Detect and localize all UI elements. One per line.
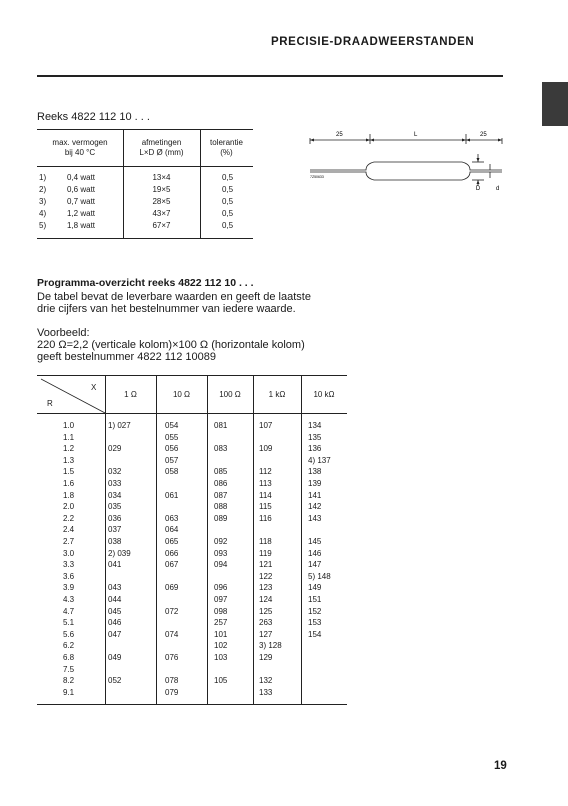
order-number: 098 [214, 606, 228, 616]
order-number: 152 [308, 606, 322, 616]
r-value: 8.2 [63, 676, 75, 686]
order-number: 154 [308, 629, 322, 639]
r-value: 5.1 [63, 618, 75, 628]
order-number: 121 [259, 560, 273, 570]
order-number: 114 [259, 490, 272, 500]
order-number: 074 [165, 629, 179, 639]
order-number: 153 [308, 618, 322, 628]
r-value: 2.4 [63, 525, 75, 535]
order-number: 129 [259, 653, 273, 662]
order-number: 103 [214, 653, 228, 662]
power-value: 0,4 watt [67, 173, 96, 182]
order-number: 055 [165, 432, 179, 442]
order-number: 139 [308, 479, 322, 488]
power-value: 1,2 watt [67, 209, 96, 218]
diagram-code: 7Z50633 [310, 175, 324, 179]
r-value: 1.5 [63, 467, 75, 477]
order-number: 105 [214, 676, 228, 686]
order-number: 093 [214, 548, 228, 558]
order-number: 138 [308, 467, 322, 477]
reeks-table [37, 129, 253, 239]
r-value: 9.1 [63, 687, 75, 697]
order-number: 037 [108, 525, 122, 535]
r-value: 1.3 [63, 455, 75, 465]
r-value: 1.6 [63, 479, 75, 488]
order-number: 5) 148 [308, 571, 331, 581]
order-number: 136 [308, 444, 322, 454]
order-number: 092 [214, 537, 228, 546]
order-number: 118 [259, 537, 272, 546]
order-number: 257 [214, 618, 228, 628]
order-number: 045 [108, 606, 122, 616]
r-value: 2.7 [63, 537, 75, 546]
order-number: 102 [214, 641, 228, 651]
r-value: 3.0 [63, 548, 75, 558]
order-number: 047 [108, 629, 122, 639]
order-number: 065 [165, 537, 179, 546]
table-rule [37, 166, 253, 167]
programma-description [37, 291, 377, 315]
order-number: 113 [259, 479, 272, 488]
column-divider [105, 375, 106, 705]
order-number: 049 [108, 653, 122, 662]
dimension-value: 13×4 [152, 173, 171, 182]
row-number: 3) [39, 197, 47, 206]
r-value: 2.0 [63, 502, 75, 512]
order-number: 067 [165, 560, 179, 570]
column-divider [156, 375, 157, 705]
order-number: 056 [165, 444, 179, 454]
power-value: 1,8 watt [67, 221, 96, 230]
order-number: 115 [259, 502, 272, 512]
order-number: 132 [259, 676, 273, 686]
description-line-2: drie cijfers van het bestelnummer van iedere waarde. [37, 303, 296, 315]
order-number: 033 [108, 479, 122, 488]
order-number: 116 [259, 513, 272, 523]
power-value: 0,6 watt [67, 185, 96, 194]
example-line-2: geeft bestelnummer 4822 112 10089 [37, 351, 216, 363]
order-number: 054 [165, 421, 179, 430]
order-number: 066 [165, 548, 179, 558]
order-number: 094 [214, 560, 228, 570]
dimension-value: 43×7 [152, 209, 171, 218]
order-number: 078 [165, 676, 179, 686]
order-number: 124 [259, 595, 273, 604]
order-number: 072 [165, 606, 179, 616]
corner-r-label: R [47, 399, 53, 408]
column-header: 10 kΩ [313, 390, 335, 399]
example-label: Voorbeeld: [37, 327, 90, 339]
order-number: 052 [108, 676, 122, 686]
order-number: 101 [214, 629, 228, 639]
page-number: 19 [494, 760, 507, 772]
order-number: 145 [308, 537, 322, 546]
order-number: 083 [214, 444, 228, 454]
order-number: 134 [308, 421, 322, 430]
header-rule [37, 75, 503, 77]
r-value: 2.2 [63, 513, 75, 523]
order-number: 127 [259, 629, 273, 639]
order-number: 061 [165, 490, 179, 500]
corner-x-label: X [91, 383, 97, 392]
r-value: 3.3 [63, 560, 75, 570]
r-value: 6.2 [63, 641, 75, 651]
power-value: 0,7 watt [67, 197, 96, 206]
order-number: 112 [259, 467, 272, 477]
order-number: 035 [108, 502, 122, 512]
order-number: 263 [259, 618, 273, 628]
r-value: 7.5 [63, 664, 75, 674]
example-line-1: 220 Ω=2,2 (verticale kolom)×100 Ω (horizontale kolom) [37, 339, 305, 351]
tolerance-value: 0,5 [222, 209, 234, 218]
r-value: 3.9 [63, 583, 75, 593]
order-number: 057 [165, 455, 179, 465]
order-number: 058 [165, 467, 179, 477]
order-number: 038 [108, 537, 122, 546]
tolerance-value: 0,5 [222, 197, 234, 206]
order-number: 141 [308, 490, 322, 500]
description-line-1: De tabel bevat de leverbare waarden en geeft de laatste [37, 291, 311, 303]
table-rule [37, 129, 253, 130]
r-value: 1.8 [63, 490, 75, 500]
order-number: 097 [214, 595, 228, 604]
order-number: 087 [214, 490, 228, 500]
dimension-value: 19×5 [152, 185, 171, 194]
row-number: 2) [39, 185, 47, 194]
dim-length-label: L [414, 132, 418, 138]
order-number: 036 [108, 513, 122, 523]
order-number: 081 [214, 421, 228, 430]
column-header: (%) [220, 148, 233, 157]
order-number: 143 [308, 513, 322, 523]
column-header: afmetingen [141, 138, 182, 147]
order-number: 107 [259, 421, 273, 430]
column-header: 10 Ω [172, 390, 191, 399]
section-tab-marker [542, 82, 568, 126]
r-value: 1.2 [63, 444, 75, 454]
order-number: 032 [108, 467, 122, 477]
order-number: 043 [108, 583, 122, 593]
r-value: 3.6 [63, 571, 75, 581]
column-divider [301, 375, 302, 705]
order-number: 029 [108, 444, 122, 454]
order-number: 041 [108, 560, 122, 570]
order-number: 063 [165, 513, 179, 523]
order-number: 133 [259, 687, 273, 697]
order-number: 096 [214, 583, 228, 593]
column-header: bij 40 °C [64, 148, 96, 157]
order-number: 151 [308, 595, 322, 604]
order-number: 119 [259, 548, 272, 558]
column-header: 1 kΩ [268, 390, 286, 399]
programma-title: Programma-overzicht reeks 4822 112 10 . . . [37, 277, 254, 289]
column-header: 100 Ω [219, 390, 241, 399]
row-number: 1) [39, 173, 47, 182]
r-value: 1.1 [63, 432, 75, 442]
order-number: 1) 027 [108, 421, 131, 430]
order-number: 064 [165, 525, 179, 535]
order-number: 089 [214, 513, 228, 523]
order-number: 076 [165, 653, 179, 662]
table-rule [37, 238, 253, 239]
order-number: 034 [108, 490, 122, 500]
tolerance-value: 0,5 [222, 221, 234, 230]
r-value: 4.7 [63, 606, 75, 616]
dimension-value: 67×7 [152, 221, 171, 230]
order-number: 044 [108, 595, 122, 604]
row-number: 5) [39, 221, 47, 230]
order-number: 4) 137 [308, 455, 331, 465]
column-divider [207, 375, 208, 705]
tolerance-value: 0,5 [222, 185, 234, 194]
order-number: 046 [108, 618, 122, 628]
page-title: PRECISIE-DRAADWEERSTANDEN [271, 36, 475, 48]
diameter-label: D [475, 186, 481, 190]
row-number: 4) [39, 209, 47, 218]
order-number: 125 [259, 606, 273, 616]
order-number: 122 [259, 571, 273, 581]
column-header: 1 Ω [124, 390, 137, 399]
column-header: tolerantie [210, 138, 243, 147]
tolerance-value: 0,5 [222, 173, 234, 182]
order-number: 086 [214, 479, 228, 488]
dim-left-label: 25 [336, 132, 343, 138]
order-number: 142 [308, 502, 322, 512]
dim-right-label: 25 [480, 132, 487, 138]
r-value: 4.3 [63, 595, 75, 604]
order-number: 109 [259, 444, 273, 454]
resistor-dimension-diagram [306, 128, 506, 190]
r-value: 5.6 [63, 629, 75, 639]
order-number: 135 [308, 432, 322, 442]
reeks-title: Reeks 4822 112 10 . . . [37, 111, 150, 123]
order-number: 085 [214, 467, 228, 477]
column-divider [253, 375, 254, 705]
order-number: 079 [165, 687, 179, 697]
example-block [37, 327, 377, 363]
r-value: 1.0 [63, 421, 75, 430]
column-header: max. vermogen [52, 138, 108, 147]
order-number: 3) 128 [259, 641, 282, 651]
programma-table [37, 375, 347, 705]
order-number: 123 [259, 583, 273, 593]
column-header: L×D Ø (mm) [139, 148, 184, 157]
r-value: 6.8 [63, 653, 75, 662]
order-number: 088 [214, 502, 228, 512]
wire-diameter-label: d [496, 186, 500, 190]
order-number: 069 [165, 583, 179, 593]
order-number: 147 [308, 560, 322, 570]
order-number: 146 [308, 548, 322, 558]
order-number: 149 [308, 583, 322, 593]
order-number: 2) 039 [108, 548, 131, 558]
dimension-value: 28×5 [152, 197, 171, 206]
